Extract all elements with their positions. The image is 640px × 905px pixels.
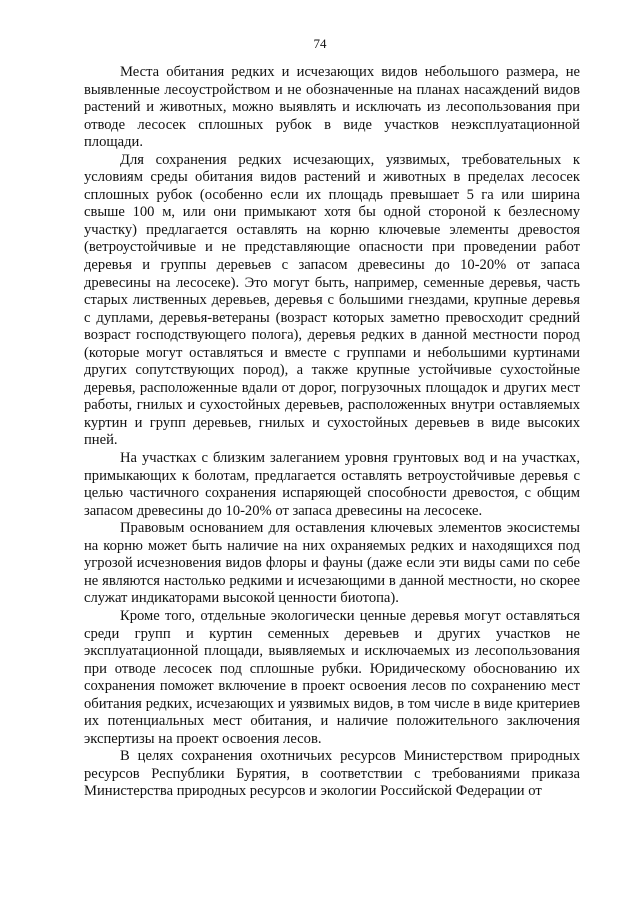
page-number: 74	[313, 36, 327, 51]
paragraph-6: В целях сохранения охотничьих ресурсов Министерством природных ресурсов Республики Бурятия, в соответствии с требованиями приказа Министерства природных ресурсов и экологии Российской Федерации от	[84, 748, 580, 800]
paragraph-4: Правовым основанием для оставления ключевых элементов экосистемы на корню может быть наличие на них охраняемых редких и находящихся под угрозой исчезновения видов флоры и фауны (даже если эти виды сами по себе не являются настолько редкими и исчезающими в данной местности, но скорее служат индикаторами высокой ценности биотопа).	[84, 520, 580, 607]
paragraph-1: Места обитания редких и исчезающих видов небольшого размера, не выявленные лесоустройством и не обозначенные на планах насаждений видов растений и животных, можно выявлять и исключать из лесопользования при отводе лесосек сплошных рубок в виде участков неэксплуатационной площади.	[84, 64, 580, 151]
paragraph-5: Кроме того, отдельные экологически ценные деревья могут оставляться среди групп и куртин семенных деревьев и других участков не эксплуатационной площади, выявляемых и исключаемых из лесопользования при отводе лесосек под сплошные рубки. Юридическому обоснованию их сохранения поможет включение в проект освоения лесов по сохранению мест обитания редких, исчезающих и уязвимых видов, в том числе в виде критериев их потенциальных мест обитания, и наличие положительного заключения экспертизы на проект освоения лесов.	[84, 607, 580, 747]
paragraph-3: На участках с близким залеганием уровня грунтовых вод и на участках, примыкающих к болотам, предлагается оставлять ветроустойчивые деревья с целью частичного сохранения испаряющей способности древостоя, с общим запасом древесины до 10-20% от запаса древесины на лесосеке.	[84, 450, 580, 519]
paragraph-2: Для сохранения редких исчезающих, уязвимых, требовательных к условиям среды обитания видов растений и животных в пределах лесосек сплошных рубок (особенно если их площадь превышает 5 га или ширина свыше 100 м, или они примыкают хотя бы одной стороной к безлесному участку) предлагается оставлять на корню ключевые элементы древостоя (ветроустойчивые и не представляющие опасности при проведении работ деревья и группы деревьев с запасом древесины до 10-20% от запаса древесины на лесосеке). Это могут быть, например, семенные деревья, часть старых лиственных деревьев, деревья с большими гнездами, крупные деревья с дуплами, деревья-ветераны (возраст которых заметно превосходит средний возраст господствующего полога), деревья редких в данной местности пород (которые могут оставляться и вместе с группами и небольшими куртинами других сопутствующих пород), а также крупные устойчивые сухостойные деревья, расположенные вдали от дорог, погрузочных площадок и других мест работы, гнилых и сухостойных деревьев, расположенных внутри оставляемых куртин и групп деревьев, гнилых и сухостойных деревьев в виде высоких пней.	[84, 151, 580, 449]
body-text	[84, 64, 580, 801]
